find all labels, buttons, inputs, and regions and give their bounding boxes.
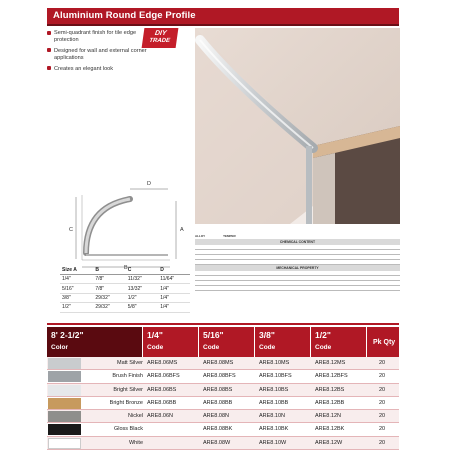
size-cell: 5/16" (60, 284, 93, 293)
code-label: Code (203, 344, 220, 351)
color-name: Matt Silver (117, 360, 143, 366)
size-cell: 1/4" (60, 275, 93, 284)
feature-list (47, 30, 157, 77)
alloy-label: ALLOY (195, 234, 206, 238)
profile-diagram (52, 175, 192, 270)
product-code: ARE8.12BFS (315, 373, 348, 380)
feature-item (47, 30, 157, 44)
pk-qty-header-cell (367, 327, 399, 357)
color-swatch (48, 358, 81, 369)
table-row (47, 397, 399, 410)
size-col-header: B (93, 266, 125, 275)
size-cell: 7/8" (93, 275, 125, 284)
size-cell: 11/32" (126, 275, 158, 284)
size-header-cell (199, 327, 254, 357)
pk-qty: 20 (379, 439, 386, 446)
size-header-cell (143, 327, 198, 357)
section-divider (47, 323, 399, 325)
color-name: Brush Finish (112, 373, 143, 380)
product-code: ARE8.10BFS (259, 373, 292, 380)
size-cell: 1/4" (158, 284, 190, 293)
mechanical-property-heading: MECHANICAL PROPERTY (195, 265, 400, 271)
pk-qty: 20 (379, 386, 386, 393)
spec-table (195, 233, 400, 291)
length-label: 8' 2-1/2" (51, 330, 84, 340)
color-name: Gloss Black (113, 426, 143, 433)
product-code: ARE8.12W (315, 439, 343, 446)
product-code: ARE8.10BK (259, 426, 289, 433)
product-code: ARE8.12BK (315, 426, 345, 433)
product-code: ARE8.06BB (147, 399, 177, 406)
feature-text: Creates an elegant look (54, 65, 114, 72)
size-cell: 29/32" (93, 293, 125, 302)
table-row (60, 303, 190, 312)
feature-text: Designed for wall and external corner applications (54, 47, 147, 61)
code-label: Code (147, 344, 164, 351)
size-label: 1/2" (315, 330, 331, 340)
color-name: Bright Silver (113, 386, 143, 393)
color-swatch (48, 398, 81, 409)
product-code: ARE8.06BFS (147, 373, 180, 380)
dim-label-d: D (147, 181, 151, 187)
product-code: ARE8.12MS (315, 360, 346, 366)
size-cell: 1/2" (60, 303, 93, 312)
color-swatch (48, 411, 81, 422)
spec-row (195, 286, 400, 291)
header-divider (47, 24, 399, 26)
product-code: ARE8.10BS (259, 386, 289, 393)
bullet-icon (47, 48, 51, 52)
size-table-header (60, 266, 190, 275)
product-code: ARE8.06BS (147, 386, 177, 393)
size-col-header: D (158, 266, 190, 275)
table-row (47, 357, 399, 370)
color-swatch (48, 385, 81, 396)
product-code: ARE8.10N (259, 413, 285, 420)
dim-label-b: B (124, 265, 128, 270)
pk-qty: 20 (379, 360, 386, 366)
code-table-header (47, 327, 399, 357)
feature-text: Semi-quadrant finish for tile edge protection (54, 30, 137, 43)
pk-qty-label: Pk Qty (373, 339, 396, 346)
size-label: 1/4" (147, 330, 163, 340)
product-code: ARE8.08BB (203, 399, 233, 406)
size-cell: 1/4" (158, 293, 190, 302)
size-label: 3/8" (259, 330, 275, 340)
size-cell: 7/8" (93, 284, 125, 293)
table-row (60, 284, 190, 293)
product-header (47, 8, 399, 24)
product-code: ARE8.10MS (259, 360, 290, 366)
code-table-body (47, 357, 399, 450)
code-label: Code (259, 344, 276, 351)
product-title: Aluminium Round Edge Profile (53, 10, 196, 21)
dim-label-a: A (180, 227, 184, 233)
badge-line-1: DIY (154, 30, 167, 37)
size-col-header: Size A (60, 266, 93, 275)
color-name: White (128, 439, 143, 446)
product-code: ARE8.06MS (147, 360, 178, 366)
color-swatch (48, 424, 81, 435)
product-code: ARE8.08N (203, 413, 229, 420)
table-row (47, 423, 399, 436)
chemical-content-heading: CHEMICAL CONTENT (195, 239, 400, 245)
product-code: ARE8.12BB (315, 399, 345, 406)
product-code: ARE8.10W (259, 439, 287, 446)
dim-label-c: C (69, 227, 73, 233)
size-label: 5/16" (203, 330, 224, 340)
bullet-icon (47, 31, 51, 35)
product-code: ARE8.08W (203, 439, 231, 446)
code-label: Code (315, 344, 332, 351)
table-row (60, 293, 190, 302)
pk-qty: 20 (379, 399, 386, 406)
product-code: ARE8.12BS (315, 386, 345, 393)
table-row (47, 370, 399, 383)
badge-line-2: TRADE (148, 38, 171, 44)
color-swatch (48, 371, 81, 382)
color-name: Nickel (128, 413, 143, 420)
table-row (47, 384, 399, 397)
color-header-label: Color (51, 344, 68, 351)
feature-item (47, 48, 157, 62)
product-photo (195, 28, 400, 224)
product-code: ARE8.08BS (203, 386, 233, 393)
size-header-cell (255, 327, 310, 357)
pk-qty: 20 (379, 413, 386, 420)
size-cell: 13/32" (126, 284, 158, 293)
size-cell: 1/2" (126, 293, 158, 302)
product-code: ARE8.08BK (203, 426, 233, 433)
table-row (60, 275, 190, 284)
feature-item (47, 66, 157, 73)
pk-qty: 20 (379, 373, 386, 380)
size-cell: 5/8" (126, 303, 158, 312)
pk-qty: 20 (379, 426, 386, 433)
size-header-cell (311, 327, 366, 357)
product-code: ARE8.08BFS (203, 373, 236, 380)
color-header-cell (47, 327, 142, 357)
size-cell: 3/8" (60, 293, 93, 302)
size-table (60, 266, 190, 313)
color-swatch (48, 438, 81, 449)
table-row (47, 437, 399, 450)
temper-label: TEMPER (223, 234, 236, 238)
size-cell: 11/64" (158, 275, 190, 284)
size-cell: 29/32" (93, 303, 125, 312)
color-name: Bright Bronze (109, 399, 143, 406)
size-col-header: C (126, 266, 158, 275)
product-code: ARE8.08MS (203, 360, 234, 366)
product-code: ARE8.06N (147, 413, 173, 420)
table-row (47, 410, 399, 423)
product-code: ARE8.12N (315, 413, 341, 420)
size-cell: 1/4" (158, 303, 190, 312)
product-code: ARE8.10BB (259, 399, 289, 406)
bullet-icon (47, 66, 51, 70)
